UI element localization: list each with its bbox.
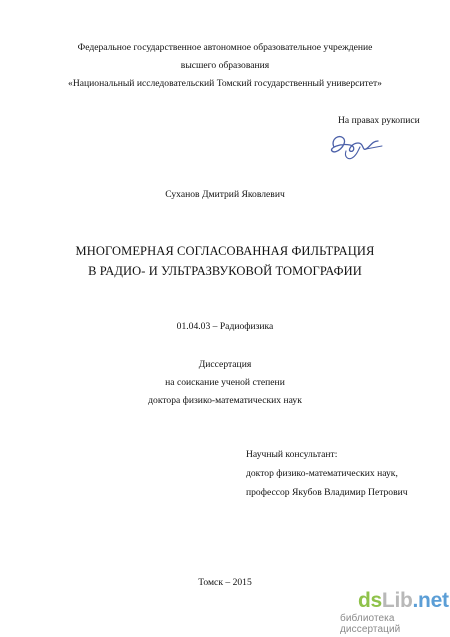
degree-line-2: на соискание ученой степени [165, 377, 285, 388]
author-name: Суханов Дмитрий Яковлевич [165, 189, 285, 200]
institution-line-3: «Национальный исследовательский Томский государственный университет» [68, 78, 382, 89]
logo-part-ds: ds [358, 589, 382, 612]
watermark-logo [358, 588, 449, 614]
degree-line-1: Диссертация [198, 359, 252, 370]
consultant-label: Научный консультант: [246, 449, 338, 460]
logo-part-lib: Lib [381, 589, 413, 612]
dslib-watermark [340, 588, 450, 637]
consultant-name: профессор Якубов Владимир Петрович [246, 487, 408, 498]
title-line-2: В РАДИО- И УЛЬТРАЗВУКОВОЙ ТОМОГРАФИИ [88, 264, 362, 278]
logo-part-net: .net [412, 589, 449, 612]
institution-line-2: высшего образования [180, 60, 270, 71]
watermark-subtitle: библиотека диссертаций [340, 613, 401, 635]
specialty-code: 01.04.03 – Радиофизика [176, 321, 274, 332]
manuscript-rights: На правах рукописи [338, 115, 420, 126]
title-line-1: МНОГОМЕРНАЯ СОГЛАСОВАННАЯ ФИЛЬТРАЦИЯ [75, 244, 375, 258]
consultant-degree: доктор физико-математических наук, [246, 468, 398, 479]
degree-line-3: доктора физико-математических наук [148, 395, 302, 406]
institution-line-1: Федеральное государственное автономное образовательное учреждение [77, 42, 373, 53]
handwritten-signature [326, 129, 386, 163]
city-year: Томск – 2015 [198, 577, 252, 588]
